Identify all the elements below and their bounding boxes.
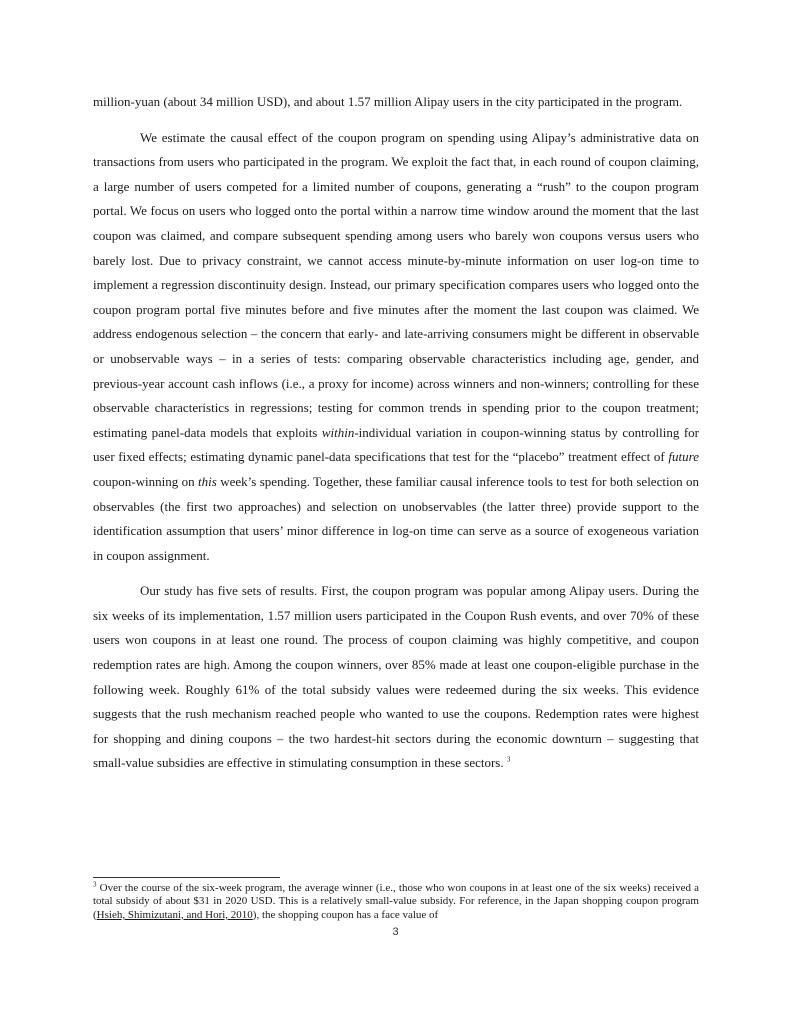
paragraph-1 — [93, 90, 699, 115]
paragraph-2-text-c: coupon-winning on — [93, 473, 199, 489]
footnote-divider — [93, 877, 280, 878]
emphasis-within: within — [321, 424, 355, 440]
footnote-text-a: Over the course of the six-week program, the average winner (i.e., those who won coupons in at least one of the six weeks) received a total subsidy of about $31 in 2020 USD. This is a relatively small-value subsidy. For reference, in the Japan shopping coupon program ( — [93, 882, 699, 921]
paragraph-3-text: Our study has five sets of results. First, the coupon program was popular among Alipay users. During the six weeks of its implementation, 1.57 million users participated in the Coupon Rush events, and over 70% of these users won coupons in at least one round. The process of coupon claiming was highly competitive, and coupon redemption rates are high. Among the coupon winners, over 85% made at least one coupon-eligible purchase in the following week. Roughly 61% of the total subsidy values were redeemed during the six weeks. This evidence suggests that the rush mechanism reached people who wanted to use the coupons. Redemption rates were highest for shopping and dining coupons – the two hardest-hit sectors during the economic downturn – suggesting that small-value subsidies are effective in stimulating consumption in these sectors. — [93, 583, 699, 771]
emphasis-this: this — [198, 473, 217, 489]
main-text — [93, 90, 699, 776]
paragraph-2-text-b: -individual variation in coupon-winning status by controlling for user fixed effects; estimating dynamic panel-data specifications that test for the “placebo” treatment effect of — [93, 424, 699, 465]
paragraph-2-text-d: week’s spending. Together, these familiar causal inference tools to test for both selection on observables (the first two approaches) and selection on unobservables (the latter three) provide support to the identification assumption that users’ minor difference in log-on time can serve as a source of exogeneous variation in coupon assignment. — [93, 473, 699, 563]
paragraph-2-text-a: We estimate the causal effect of the coupon program on spending using Alipay’s administrative data on transactions from users who participated in the program. We exploit the fact that, in each round of coupon claiming, a large number of users competed for a limited number of coupons, generating a “rush” to the coupon program portal. We focus on users who logged onto the portal within a narrow time window around the moment that the last coupon was claimed, and compare subsequent spending among users who barely won coupons versus users who barely lost. Due to privacy constraint, we cannot access minute-by-minute information on user log-on time to implement a regression discontinuity design. Instead, our primary specification compares users who logged onto the coupon program portal five minutes before and five minutes after the moment the last coupon was claimed. We address endogenous selection – the concern that early- and late-arriving consumers might be different in observable or unobservable ways – in a series of tests: comparing observable characteristics including age, gender, and previous-year account cash inflows (i.e., a proxy for income) across winners and non-winners; controlling for these observable characteristics in regressions; testing for common trends in spending prior to the coupon treatment; estimating panel-data models that exploits — [93, 129, 699, 440]
emphasis-future: future — [668, 449, 699, 465]
footnote-marker[interactable]: 3 — [506, 756, 511, 765]
paragraph-1-text: million-yuan (about 34 million USD), and about 1.57 million Alipay users in the city participated in the program. — [93, 94, 683, 109]
paragraph-2 — [93, 126, 699, 569]
paragraph-3 — [93, 579, 699, 776]
footnote-citation-link[interactable]: Hsieh, Shimizutani, and Hori, 2010 — [96, 908, 253, 921]
footnote — [93, 882, 699, 922]
page-number: 3 — [392, 926, 399, 938]
footnote-number: 3 — [93, 880, 97, 889]
footnote-text-b: ), the shopping coupon has a face value of — [252, 908, 439, 921]
